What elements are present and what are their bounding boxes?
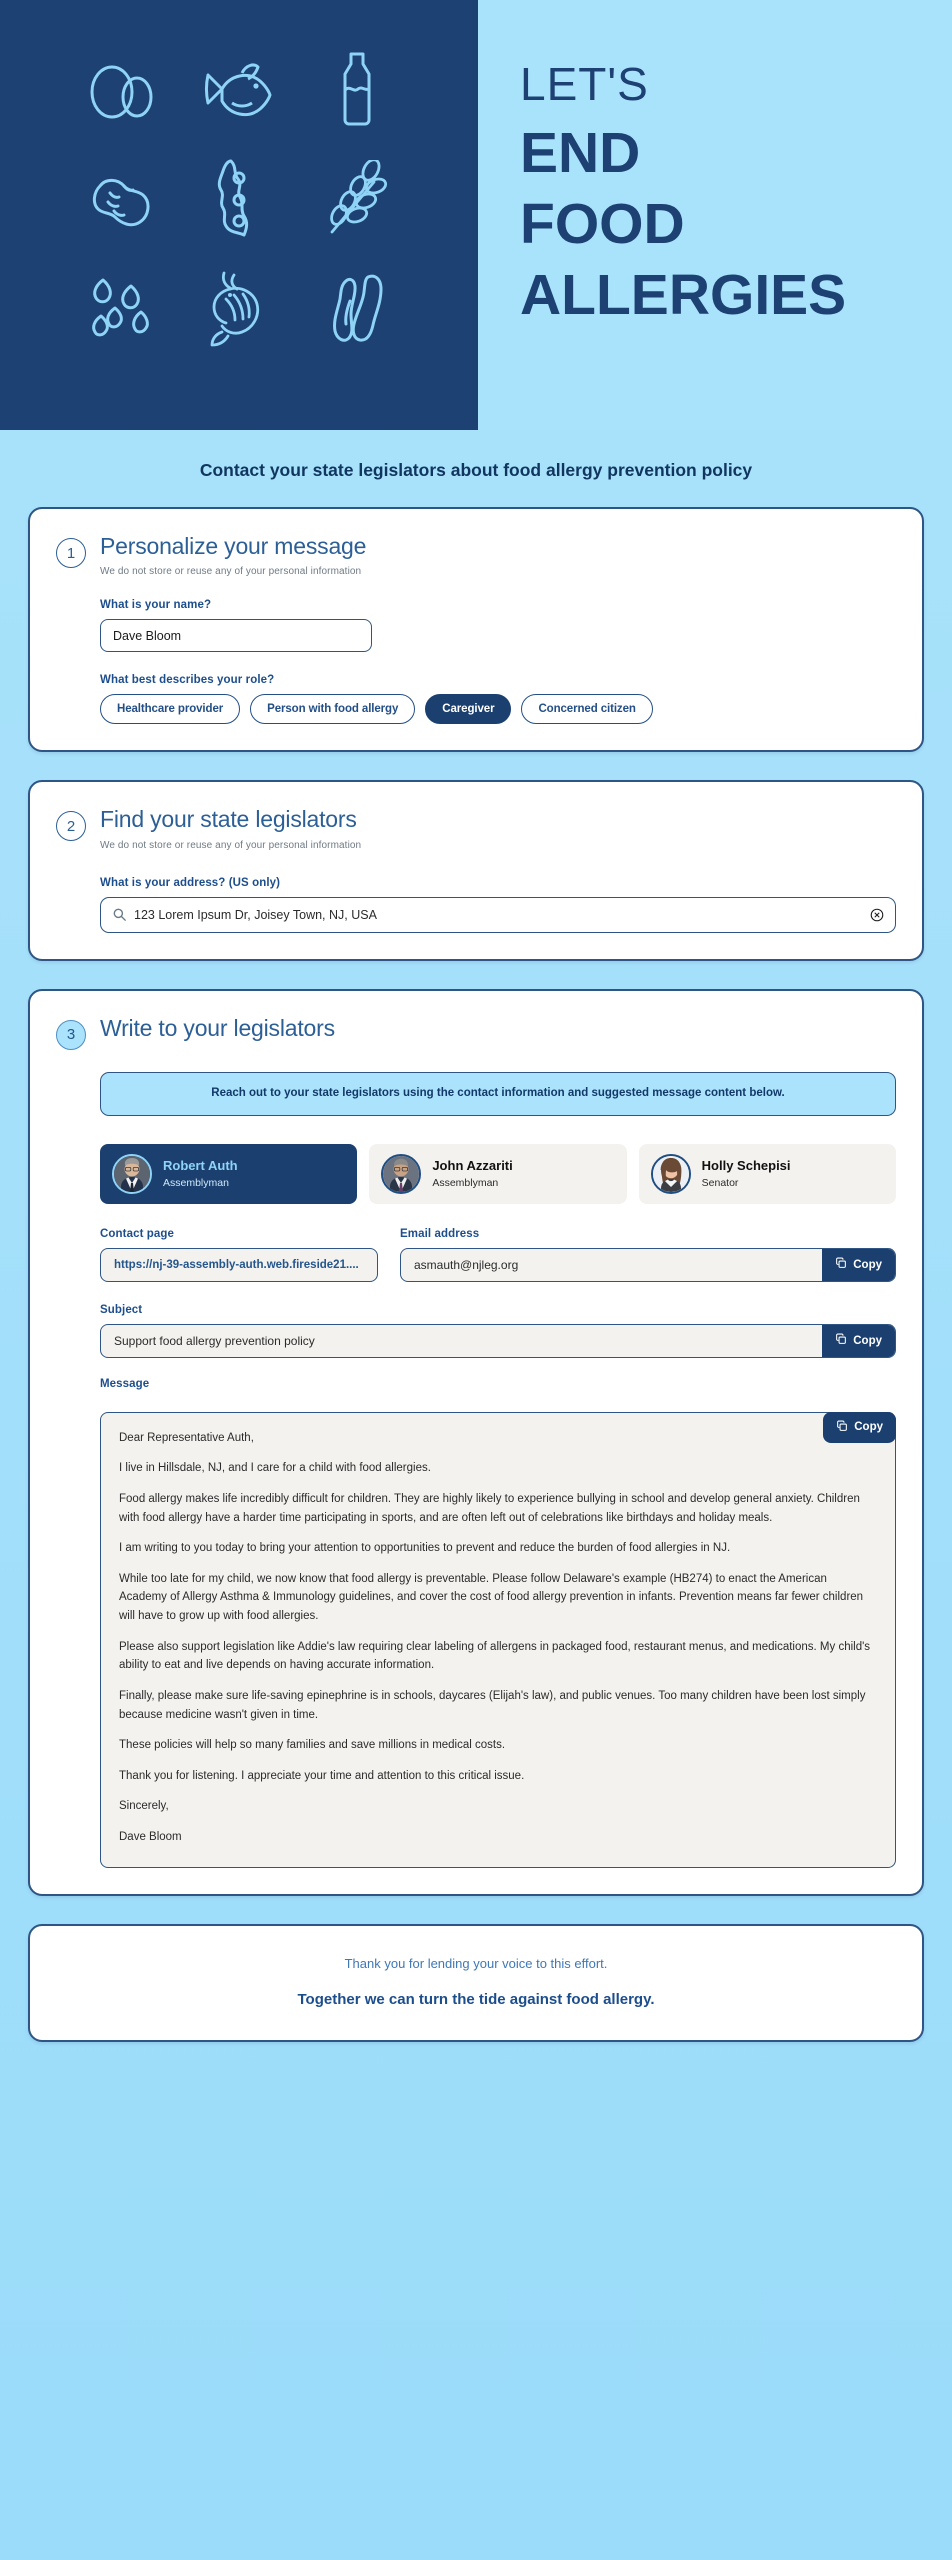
- footer-thank-you: Thank you for lending your voice to this effort.: [344, 1955, 608, 1971]
- email-address-label: Email address: [400, 1227, 480, 1240]
- copy-icon: [835, 1257, 847, 1272]
- legislator-role: Assemblyman: [432, 1177, 499, 1190]
- contact-fields-row: [100, 1228, 896, 1282]
- search-icon: [113, 908, 126, 921]
- message-paragraph: I live in Hillsdale, NJ, and I care for a child with food allergies.: [119, 1462, 431, 1475]
- egg-icon: [71, 43, 171, 135]
- name-input-value: Dave Bloom: [113, 628, 182, 643]
- shrimp-icon: [189, 263, 289, 355]
- address-search-input[interactable]: [100, 897, 896, 933]
- email-address-field: [400, 1248, 896, 1282]
- message-paragraph: Finally, please make sure life-saving epinephrine is in schools, daycares (Elijah's law), and public venues. Too many children have been lost simply because medicine wasn't given in time.: [119, 1689, 866, 1721]
- address-field-label: What is your address? (US only): [100, 876, 281, 889]
- step-1-privacy-note: We do not store or reuse any of your personal information: [100, 566, 362, 578]
- role-chip-healthcare-provider[interactable]: Healthcare provider: [100, 694, 240, 724]
- step-2-privacy-note: We do not store or reuse any of your personal information: [100, 839, 362, 851]
- fish-icon: [189, 43, 289, 135]
- footer-tagline: Together we can turn the tide against food allergy.: [297, 1990, 655, 2008]
- allergen-icon-grid: [62, 34, 416, 364]
- subject-field: [100, 1324, 896, 1358]
- step-3-title: Write to your legislators: [100, 1014, 335, 1041]
- contact-page-label: Contact page: [100, 1227, 175, 1240]
- legislator-tabs: [100, 1144, 896, 1204]
- legislator-name: Holly Schepisi: [701, 1158, 791, 1174]
- name-field-label: What is your name?: [100, 599, 212, 612]
- hero-banner: [0, 0, 952, 430]
- step-1-number: 1: [56, 538, 86, 568]
- message-paragraph: Dave Bloom: [119, 1831, 182, 1844]
- page-subtitle: Contact your state legislators about food allergy prevention policy: [199, 460, 753, 480]
- hero-line-3: FOOD: [520, 191, 685, 256]
- step-1-card: [28, 507, 924, 752]
- copy-message-button[interactable]: [823, 1412, 896, 1443]
- message-area: [100, 1412, 896, 1868]
- message-paragraph: Food allergy makes life incredibly difficult for children. They are highly likely to experience bullying in school and develop general anxiety. Children with food allergy have a harder time participating in sports, and are often left out of celebrations like birthdays and holiday meals.: [119, 1492, 860, 1524]
- role-chip-concerned-citizen[interactable]: Concerned citizen: [521, 694, 652, 724]
- contact-page-link[interactable]: https://nj-39-assembly-auth.web.fireside21....: [100, 1248, 378, 1282]
- subject-value[interactable]: Support food allergy prevention policy: [114, 1333, 315, 1348]
- message-paragraph: Sincerely,: [119, 1800, 169, 1813]
- message-paragraph: While too late for my child, we now know that food allergy is preventable. Please follow Delaware's example (HB274) to enact the American Academy of Allergy Asthma & Immunology guidelines, and cover the cost of food allergy prevention in infants. Prevention means far fewer children will have to grow up with food allergies.: [119, 1572, 864, 1623]
- hero-line-1: LET'S: [520, 57, 649, 110]
- legislator-name: Robert Auth: [163, 1158, 238, 1174]
- legislator-card-holly-schepisi[interactable]: [639, 1144, 896, 1204]
- message-paragraph: Please also support legislation like Addie's law requiring clear labeling of allergens in packaged food, restaurant menus, and medications. My child's ability to eat and live depends on having accurate information.: [119, 1640, 871, 1672]
- wheat-icon: [307, 153, 407, 245]
- subject-label: Subject: [100, 1303, 143, 1316]
- hero-icon-panel: [0, 0, 478, 430]
- address-input-value: 123 Lorem Ipsum Dr, Joisey Town, NJ, USA: [134, 907, 377, 922]
- avatar: [112, 1154, 152, 1194]
- copy-subject-button[interactable]: [822, 1325, 895, 1357]
- copy-email-button[interactable]: [822, 1249, 895, 1281]
- soybean-icon: [189, 153, 289, 245]
- role-field-label: What best describes your role?: [100, 674, 275, 687]
- copy-subject-label: Copy: [853, 1334, 882, 1347]
- copy-message-label: Copy: [854, 1421, 883, 1434]
- step-2-header: [56, 806, 896, 850]
- instructions-banner: Reach out to your state legislators using the contact information and suggested message content below.: [100, 1072, 896, 1116]
- email-address-value[interactable]: asmauth@njleg.org: [414, 1257, 519, 1272]
- legislator-name: John Azzariti: [432, 1158, 513, 1174]
- footer-card: [28, 1924, 924, 2042]
- step-3-number: 3: [56, 1020, 86, 1050]
- avatar: [651, 1154, 691, 1194]
- tree-nut-icon: [307, 263, 407, 355]
- message-paragraph: These policies will help so many families and save millions in medical costs.: [119, 1739, 506, 1752]
- legislator-card-john-azzariti[interactable]: [369, 1144, 626, 1204]
- step-2-card: [28, 780, 924, 960]
- name-input[interactable]: [100, 619, 372, 652]
- legislator-card-robert-auth[interactable]: [100, 1144, 357, 1204]
- copy-icon: [835, 1333, 847, 1348]
- copy-icon: [836, 1420, 848, 1435]
- step-3-header: [56, 1015, 896, 1050]
- legislator-role: Assemblyman: [163, 1177, 229, 1190]
- step-1-header: [56, 533, 896, 577]
- hero-title-panel: [478, 0, 952, 430]
- role-chip-group: [100, 694, 896, 724]
- hero-line-2: END: [520, 120, 641, 185]
- step-3-card: [28, 989, 924, 1896]
- role-chip-caregiver[interactable]: Caregiver: [425, 694, 511, 724]
- peanut-icon: [71, 153, 171, 245]
- step-2-title: Find your state legislators: [100, 806, 357, 833]
- message-paragraph: I am writing to you today to bring your attention to opportunities to prevent and reduce the burden of food allergies in NJ.: [119, 1542, 731, 1555]
- copy-email-label: Copy: [853, 1258, 882, 1271]
- step-1-title: Personalize your message: [100, 533, 367, 559]
- message-paragraph: Thank you for listening. I appreciate your time and attention to this critical issue.: [119, 1769, 525, 1782]
- message-label: Message: [100, 1377, 150, 1390]
- hero-line-4: ALLERGIES: [520, 262, 847, 327]
- step-2-number: 2: [56, 811, 86, 841]
- sesame-seeds-icon: [71, 263, 171, 355]
- milk-bottle-icon: [307, 43, 407, 135]
- clear-circle-icon[interactable]: [870, 908, 884, 922]
- message-paragraph: Dear Representative Auth,: [119, 1431, 254, 1444]
- legislator-role: Senator: [701, 1177, 739, 1190]
- role-chip-person-with-food-allergy[interactable]: Person with food allergy: [250, 694, 415, 724]
- avatar: [381, 1154, 421, 1194]
- message-textarea[interactable]: [100, 1412, 896, 1868]
